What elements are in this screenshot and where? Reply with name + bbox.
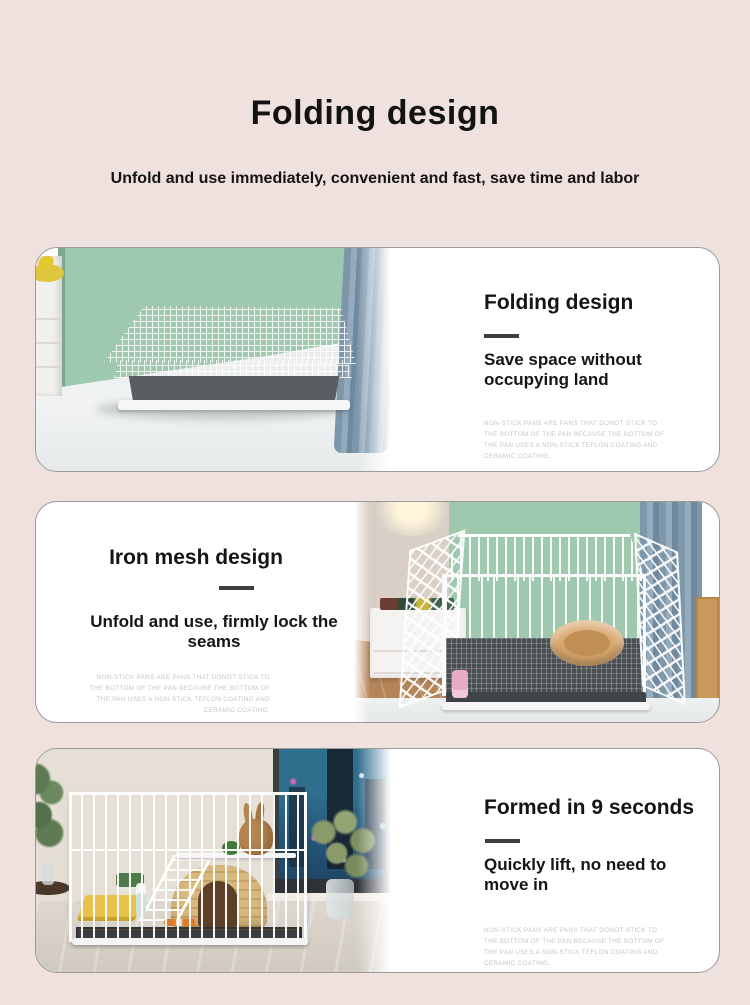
pink-water-bottle [452, 670, 468, 698]
card3-heading: Formed in 9 seconds [484, 796, 695, 819]
card3-dash-divider [485, 839, 520, 843]
card1-fine-print: NON-STICK PANS ARE PANS THAT DONOT STICK TO THE BOTTOM OF THE PAN BECAUSE THE BOTTOM OF THE PAN USES A NON-STICK TEFLON COATING AND CERAMIC COATING. [484, 420, 665, 460]
folded-cage-photo [36, 248, 391, 471]
page-title: Folding design [250, 94, 500, 132]
cabinet-drawer-lines [36, 308, 62, 368]
cage-base-rim [118, 400, 350, 410]
card2-heading: Iron mesh design [109, 546, 283, 569]
houseplant-left [36, 761, 64, 851]
feature-card-iron-mesh [35, 501, 720, 723]
glass-vase [326, 879, 354, 919]
page-subtitle: Unfold and use immediately, convenient and fast, save time and labor [110, 170, 640, 187]
photo-fade [357, 248, 391, 471]
cage-open-wing-right [634, 533, 686, 706]
card2-subheading: Unfold and use, firmly lock the seams [90, 612, 338, 651]
cage-base-rim [442, 702, 650, 710]
card1-subheading: Save space without occupying land [484, 350, 642, 389]
cage-front-bars [69, 792, 307, 942]
wooden-pet-bed-inner [564, 630, 610, 656]
card1-heading: Folding design [484, 291, 634, 314]
folded-cage-mid-panel [114, 360, 352, 378]
photo-fade [357, 749, 391, 972]
card2-dash-divider [219, 586, 254, 590]
photo-fade [354, 502, 370, 722]
open-cage-photo [354, 502, 719, 722]
cage-mid-rail [72, 849, 304, 851]
feature-card-formed-9-seconds [35, 748, 720, 973]
card3-fine-print: NON-STICK PANS ARE PANS THAT DONOT STICK TO THE BOTTOM OF THE PAN BECAUSE THE BOTTOM OF THE PAN USES A NON-STICK TEFLON COATING AND CERAMIC COATING. [484, 927, 665, 967]
card3-subheading: Quickly lift, no need to move in [484, 855, 667, 894]
folded-cage-top-panel [104, 306, 356, 364]
rabbit-cage-photo [36, 749, 391, 972]
cage-tray [122, 376, 346, 402]
card1-dash-divider [484, 334, 519, 338]
card2-fine-print: NON-STICK PANS ARE PANS THAT DONOT STICK TO THE BOTTOM OF THE PAN BECAUSE THE BOTTOM OF THE PAN USES A NON-STICK TEFLON COATING AND CERAMIC COATING. [89, 674, 270, 714]
feature-card-folding-design [35, 247, 720, 472]
drinking-glass [42, 863, 54, 885]
